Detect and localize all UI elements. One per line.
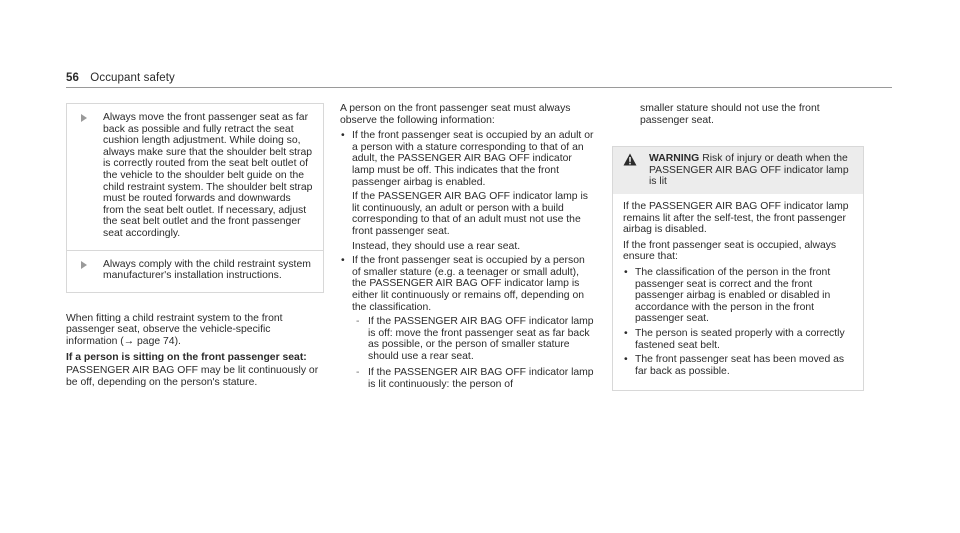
- intro-paragraph: A person on the front passenger seat must always observe the following information:: [340, 103, 571, 126]
- rear-seat-paragraph: Instead, they should use a rear seat.: [352, 240, 521, 252]
- list-item: • The front passenger seat has been moved as far back as possible.: [623, 354, 855, 377]
- triangle-bullet-icon: [81, 114, 87, 122]
- info-list: [340, 130, 596, 390]
- warning-paragraph: If the PASSENGER AIR BAG OFF indicator lamp remains lit after the self-test, the front passenger airbag is disabled.: [623, 200, 849, 236]
- dash-item: - If the PASSENGER AIR BAG OFF indicator lamp is lit continuously: the person of: [352, 367, 596, 390]
- warning-paragraph: If the front passenger seat is occupied, always ensure that:: [623, 239, 837, 263]
- list-item: [340, 130, 596, 252]
- page-number: 56: [66, 72, 79, 84]
- column-1: [66, 103, 324, 392]
- note-item: [81, 112, 313, 240]
- column-3: [612, 103, 864, 391]
- status-paragraph: PASSENGER AIR BAG OFF may be lit continuously or be off, depending on the person's stature.: [66, 365, 319, 388]
- note-box-2: [66, 251, 324, 293]
- note-text: Always comply with the child restraint system manufacturer's installation instructions.: [103, 258, 311, 282]
- dash-item: - If the PASSENGER AIR BAG OFF indicator lamp is off: move the front passenger seat as far back as possible, or the person of smaller stature should use a rear seat.: [352, 316, 596, 362]
- dash-list: [352, 316, 596, 391]
- section-title: Occupant safety: [90, 72, 175, 84]
- adult-paragraph: • If the front passenger seat is occupied by an adult or a person with a stature corresponding to that of an adult, the PASSENGER AIR BAG OFF indicator lamp must be off. This indicates that the front passenger airbag is enabled.: [352, 130, 594, 188]
- smaller-stature-paragraph: • If the front passenger seat is occupied by a person of smaller stature (e.g. a teenager or small adult), the PASSENGER AIR BAG OFF indicator lamp is either lit continuously or remains off, depending on the classification.: [352, 255, 585, 313]
- triangle-bullet-icon: [81, 261, 87, 269]
- warning-triangle-icon: [623, 153, 637, 166]
- warning-word: WARNING: [649, 153, 700, 165]
- header-divider: [66, 87, 892, 88]
- note-box-1: [66, 103, 324, 251]
- fitting-paragraph: When fitting a child restraint system to the front passenger seat, observe the vehicle-specific information (→ page 74).: [66, 312, 283, 347]
- warning-box: [612, 146, 864, 391]
- continuation-text: smaller stature should not use the front passenger seat.: [640, 103, 820, 126]
- list-item: [340, 255, 596, 391]
- list-item: • The classification of the person in the front passenger seat is correct and the front passenger airbag is enabled or disabled in accordance with the person in the front passenger seat.: [623, 267, 855, 325]
- note-text: Always move the front passenger seat as far back as possible and fully retract the seat cushion length adjustment. While doing so, always make sure that the shoulder belt strap is correctly routed from the seat belt outlet of the vehicle to the shoulder belt guide on the child restraint system. The shoulder belt strap must be routed forwards and downwards from the seat belt outlet. If necessary, adjust the seat belt outlet and the front passenger seat accordingly.: [103, 112, 313, 239]
- person-seat-heading: If a person is sitting on the front passenger seat:: [66, 351, 307, 363]
- column-2: [340, 103, 596, 396]
- note-item: [81, 259, 313, 282]
- list-item: • The person is seated properly with a correctly fastened seat belt.: [623, 328, 855, 351]
- warning-body: [613, 194, 863, 390]
- lit-paragraph: If the PASSENGER AIR BAG OFF indicator lamp is lit continuously, an adult or person with a build corresponding to that of an adult must not use the front passenger seat.: [352, 191, 588, 237]
- warning-title: [649, 153, 855, 188]
- warning-title-text: Risk of injury or death when the PASSENGER AIR BAG OFF indicator lamp is lit: [649, 153, 849, 188]
- page-header: [66, 72, 175, 84]
- warning-list: [623, 267, 855, 377]
- warning-header: [613, 147, 863, 194]
